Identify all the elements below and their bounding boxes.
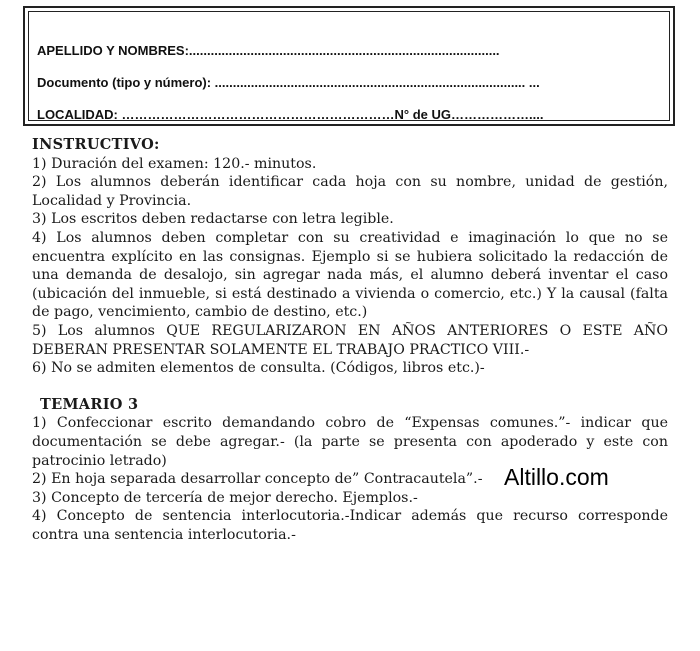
instructivo-item-5: 5) Los alumnos QUE REGULARIZARON EN AÑOS ANTERIORES O ESTE AÑO DEBERAN PRESENTAR SOLAMENTE EL TRABAJO PRACTICO VIII.-	[32, 322, 668, 358]
instructivo-item-2: 2) Los alumnos deberán identificar cada hoja con su nombre, unidad de gestión, Localidad y Provincia.	[32, 174, 668, 209]
temario-item-2: 2) En hoja separada desarrollar concepto de” Contracautela”.-	[32, 471, 483, 488]
instructivo-item-4: 4) Los alumnos deben completar con su creatividad e imaginación lo que no se encuentra explícito en las consignas. Ejemplo si se hubiera solicitado la redacción de una demanda de desalojo, sin agregar nada más, el alumno deberá inventar el caso (ubicación del inmueble, si está destinado a vivienda o comercio, etc.) Y la causal (falta de pago, vencimiento, cambio de destino, etc.)	[32, 229, 668, 321]
instructivo-item-6: 6) No se admiten elementos de consulta. (Códigos, libros etc.)-	[32, 360, 485, 377]
instructivo-title: INSTRUCTIVO:	[32, 136, 160, 153]
student-info-box	[23, 6, 675, 126]
student-info-inner-border	[28, 11, 670, 121]
instructivo-item-1: 1) Duración del examen: 120.- minutos.	[32, 155, 317, 172]
temario-item-1: 1) Confeccionar escrito demandando cobro de “Expensas comunes.”- indicar que documentación se debe agregar.- (la parte se presenta con apoderado y este con patrocinio letrado)	[32, 415, 668, 469]
documento-field[interactable]: Documento (tipo y número): ...................................................................................... ...	[37, 75, 540, 90]
temario-item-3: 3) Concepto de tercería de mejor derecho. Ejemplos.-	[32, 489, 418, 506]
altillo-watermark: Altillo.com	[504, 464, 609, 490]
temario-item-4: 4) Concepto de sentencia interlocutoria.-Indicar además que recurso corresponde contra una sentencia interlocutoria.-	[32, 508, 668, 543]
temario-title: TEMARIO 3	[40, 395, 139, 413]
apellido-nombres-field[interactable]: APELLIDO Y NOMBRES:......................................................................................	[37, 43, 500, 58]
instructivo-item-3: 3) Los escritos deben redactarse con letra legible.	[32, 211, 394, 228]
ug-number-field[interactable]: N° de UG………………....	[394, 107, 544, 122]
localidad-field[interactable]: LOCALIDAD: ………………………………………………………	[37, 107, 395, 122]
localidad-ug-row	[37, 107, 543, 122]
